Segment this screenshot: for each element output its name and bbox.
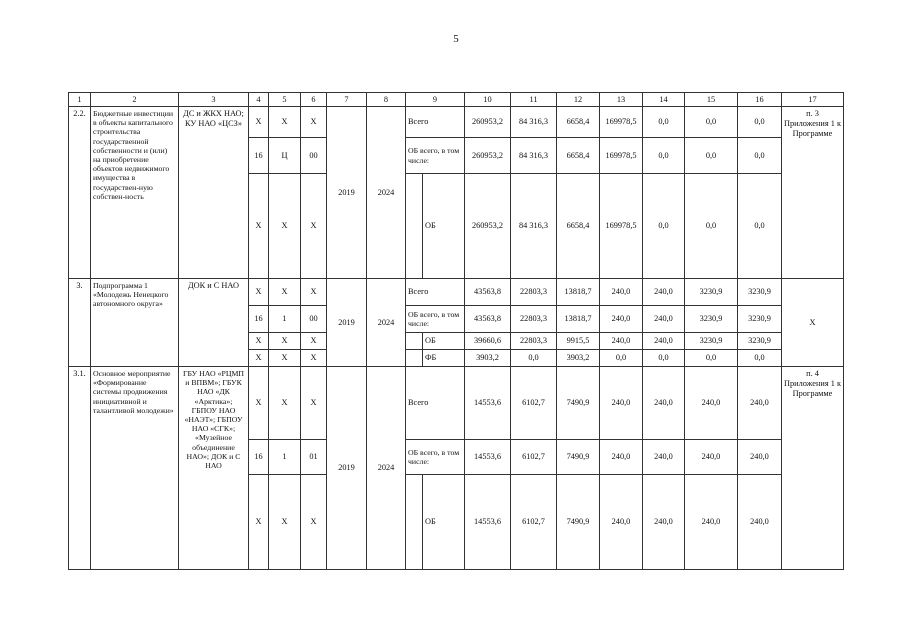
header-cell: 5 (269, 93, 301, 107)
code-cell: Х (269, 333, 301, 350)
funding-label: ФБ (423, 350, 465, 367)
value-cell: 3230,9 (685, 306, 738, 333)
value-cell: 3230,9 (738, 333, 782, 350)
value-cell: 0,0 (738, 138, 782, 174)
indent-cell (406, 350, 423, 367)
row-number: 3. (69, 279, 91, 367)
value-cell: 240,0 (600, 440, 643, 475)
value-cell: 3230,9 (685, 333, 738, 350)
value-cell: 240,0 (643, 279, 685, 306)
value-cell: 240,0 (643, 333, 685, 350)
value-cell: 84 316,3 (511, 138, 557, 174)
code-cell: Х (301, 107, 327, 138)
value-cell: 240,0 (685, 475, 738, 570)
code-cell: Х (301, 475, 327, 570)
table-row (69, 279, 844, 306)
value-cell: 6658,4 (557, 174, 600, 279)
value-cell: 84 316,3 (511, 174, 557, 279)
table-row (69, 107, 844, 138)
value-cell: 260953,2 (465, 107, 511, 138)
value-cell: 13818,7 (557, 279, 600, 306)
value-cell: 0,0 (643, 174, 685, 279)
row-executor: ДОК и С НАО (179, 279, 249, 367)
funding-label: Всего (406, 279, 465, 306)
row-number: 2.2. (69, 107, 91, 279)
value-cell: 39660,6 (465, 333, 511, 350)
header-cell: 2 (91, 93, 179, 107)
code-cell: Х (249, 174, 269, 279)
value-cell: 14553,6 (465, 440, 511, 475)
value-cell: 6658,4 (557, 138, 600, 174)
code-cell: Х (269, 174, 301, 279)
value-cell: 240,0 (600, 475, 643, 570)
value-cell: 0,0 (600, 350, 643, 367)
value-cell: 240,0 (738, 367, 782, 440)
value-cell: 0,0 (643, 138, 685, 174)
value-cell: 0,0 (643, 107, 685, 138)
value-cell: 260953,2 (465, 174, 511, 279)
row-note: Х (782, 279, 844, 367)
code-cell: 00 (301, 306, 327, 333)
header-cell: 6 (301, 93, 327, 107)
table-row (69, 367, 844, 440)
header-cell: 8 (367, 93, 406, 107)
value-cell: 22803,3 (511, 306, 557, 333)
value-cell: 3903,2 (465, 350, 511, 367)
header-cell: 3 (179, 93, 249, 107)
code-cell: Х (249, 333, 269, 350)
year-start: 2019 (327, 279, 367, 367)
code-cell: 00 (301, 138, 327, 174)
funding-label: ОБ всего, в том числе: (406, 440, 465, 475)
year-end: 2024 (367, 107, 406, 279)
value-cell: 14553,6 (465, 367, 511, 440)
code-cell: 16 (249, 306, 269, 333)
row-executor: ГБУ НАО «РЦМП и ВПВМ»; ГБУК НАО «ДК «Арктика»; ГБПОУ НАО «НАЭТ»; ГБПОУ НАО «СГК»; «Музейное объединение НАО»; ДОК и С НАО (179, 367, 249, 570)
value-cell: 240,0 (643, 306, 685, 333)
value-cell: 0,0 (685, 350, 738, 367)
header-cell: 11 (511, 93, 557, 107)
funding-label: ОБ (423, 174, 465, 279)
value-cell: 22803,3 (511, 279, 557, 306)
funding-label: Всего (406, 367, 465, 440)
value-cell: 6102,7 (511, 440, 557, 475)
value-cell: 240,0 (600, 279, 643, 306)
value-cell: 6102,7 (511, 367, 557, 440)
value-cell: 0,0 (511, 350, 557, 367)
code-cell: Х (249, 279, 269, 306)
code-cell: Х (249, 107, 269, 138)
code-cell: Х (269, 367, 301, 440)
code-cell: Х (301, 350, 327, 367)
code-cell: Х (249, 475, 269, 570)
funding-label: ОБ (423, 475, 465, 570)
code-cell: Х (301, 333, 327, 350)
value-cell: 0,0 (738, 350, 782, 367)
value-cell: 240,0 (738, 440, 782, 475)
code-cell: 1 (269, 440, 301, 475)
indent-cell (406, 333, 423, 350)
code-cell: Х (249, 350, 269, 367)
header-cell: 1 (69, 93, 91, 107)
value-cell: 84 316,3 (511, 107, 557, 138)
value-cell: 169978,5 (600, 107, 643, 138)
funding-label: ОБ (423, 333, 465, 350)
code-cell: Х (269, 350, 301, 367)
value-cell: 240,0 (600, 333, 643, 350)
header-cell: 13 (600, 93, 643, 107)
value-cell: 240,0 (600, 306, 643, 333)
value-cell: 3903,2 (557, 350, 600, 367)
code-cell: Х (269, 107, 301, 138)
code-cell: Х (269, 279, 301, 306)
value-cell: 7490,9 (557, 367, 600, 440)
code-cell: 01 (301, 440, 327, 475)
value-cell: 240,0 (738, 475, 782, 570)
year-start: 2019 (327, 107, 367, 279)
value-cell: 0,0 (685, 138, 738, 174)
header-row (69, 93, 844, 107)
funding-label: ОБ всего, в том числе: (406, 138, 465, 174)
code-cell: Х (301, 174, 327, 279)
value-cell: 9915,5 (557, 333, 600, 350)
value-cell: 260953,2 (465, 138, 511, 174)
value-cell: 240,0 (643, 440, 685, 475)
value-cell: 6658,4 (557, 107, 600, 138)
header-cell: 14 (643, 93, 685, 107)
code-cell: Ц (269, 138, 301, 174)
row-name: Бюджетные инвестиции в объекты капитального строительства государственной собственности и (или) на приобретение объектов недвижимого имущества в государствен-ную собствен-ность (91, 107, 179, 279)
row-name: Основное мероприятие «Формирование системы продвижения инициативной и талантливой молодежи» (91, 367, 179, 570)
year-end: 2024 (367, 279, 406, 367)
budget-table (68, 92, 844, 570)
row-number: 3.1. (69, 367, 91, 570)
indent-cell (406, 475, 423, 570)
value-cell: 0,0 (738, 107, 782, 138)
value-cell: 13818,7 (557, 306, 600, 333)
value-cell: 3230,9 (738, 306, 782, 333)
indent-cell (406, 174, 423, 279)
value-cell: 14553,6 (465, 475, 511, 570)
value-cell: 169978,5 (600, 138, 643, 174)
value-cell: 22803,3 (511, 333, 557, 350)
value-cell: 0,0 (685, 107, 738, 138)
code-cell: Х (301, 279, 327, 306)
year-start: 2019 (327, 367, 367, 570)
value-cell: 3230,9 (738, 279, 782, 306)
value-cell: 240,0 (600, 367, 643, 440)
row-name: Подпрограмма 1 «Молодежь Ненецкого автономного округа» (91, 279, 179, 367)
funding-label: ОБ всего, в том числе: (406, 306, 465, 333)
header-cell: 4 (249, 93, 269, 107)
header-cell: 16 (738, 93, 782, 107)
code-cell: Х (269, 475, 301, 570)
value-cell: 0,0 (643, 350, 685, 367)
page-number: 5 (453, 33, 459, 45)
row-executor: ДС и ЖКХ НАО; КУ НАО «ЦСЗ» (179, 107, 249, 279)
header-cell: 10 (465, 93, 511, 107)
value-cell: 240,0 (643, 367, 685, 440)
value-cell: 240,0 (685, 440, 738, 475)
code-cell: 1 (269, 306, 301, 333)
value-cell: 43563,8 (465, 306, 511, 333)
value-cell: 240,0 (643, 475, 685, 570)
code-cell: Х (301, 367, 327, 440)
value-cell: 7490,9 (557, 440, 600, 475)
code-cell: 16 (249, 138, 269, 174)
header-cell: 12 (557, 93, 600, 107)
value-cell: 6102,7 (511, 475, 557, 570)
header-cell: 9 (406, 93, 465, 107)
value-cell: 0,0 (685, 174, 738, 279)
year-end: 2024 (367, 367, 406, 570)
row-note: п. 3 Приложения 1 к Программе (782, 107, 844, 279)
code-cell: Х (249, 367, 269, 440)
value-cell: 3230,9 (685, 279, 738, 306)
header-cell: 15 (685, 93, 738, 107)
funding-label: Всего (406, 107, 465, 138)
value-cell: 169978,5 (600, 174, 643, 279)
value-cell: 240,0 (685, 367, 738, 440)
value-cell: 0,0 (738, 174, 782, 279)
row-note: п. 4 Приложения 1 к Программе (782, 367, 844, 570)
header-cell: 7 (327, 93, 367, 107)
code-cell: 16 (249, 440, 269, 475)
header-cell: 17 (782, 93, 844, 107)
value-cell: 43563,8 (465, 279, 511, 306)
value-cell: 7490,9 (557, 475, 600, 570)
